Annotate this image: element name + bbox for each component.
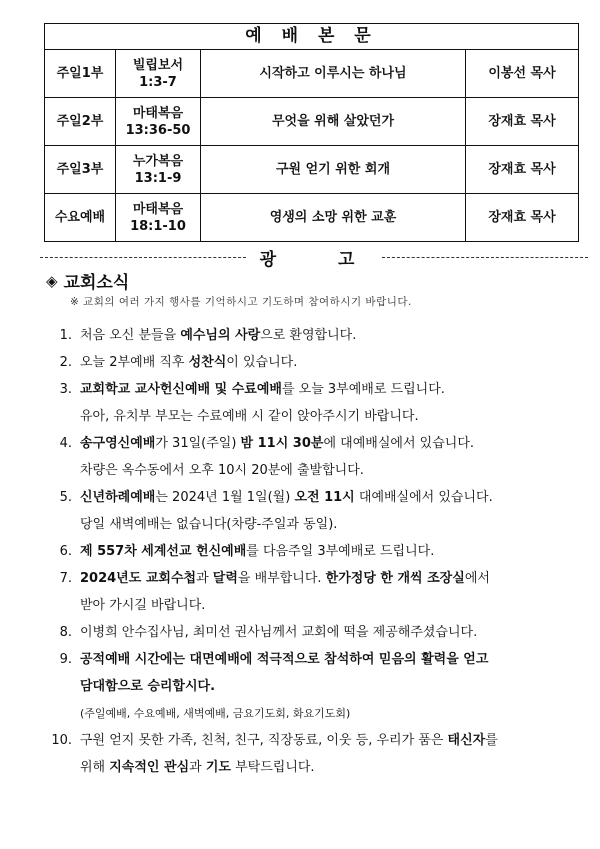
announcement-text — [80, 430, 586, 484]
announcement-text — [80, 322, 586, 349]
emphasis-text: 지속적인 관심 — [109, 760, 190, 775]
announcement-item — [46, 727, 586, 781]
service-name: 수요예배 — [45, 194, 116, 242]
announcement-number: 8. — [59, 625, 72, 640]
emphasis-text: 성찬식 — [188, 355, 227, 370]
diamond-bullet-icon: ◈ — [46, 271, 58, 290]
announcement-item — [46, 484, 586, 538]
announcement-line — [80, 457, 586, 484]
announcement-line — [80, 592, 586, 619]
announcement-number: 7. — [59, 571, 72, 586]
announcement-item — [46, 538, 586, 565]
announcement-line — [80, 673, 586, 700]
sermon-title: 영생의 소망 위한 교훈 — [201, 194, 466, 242]
announcement-number: 6. — [59, 544, 72, 559]
announcement-line — [80, 403, 586, 430]
text-segment: 대예배실에서 있습니다. — [354, 490, 493, 505]
text-segment: 위해 — [80, 760, 110, 775]
emphasis-text: 달력 — [212, 571, 238, 586]
service-name: 주일2부 — [45, 98, 116, 146]
announcement-item — [46, 430, 586, 484]
announcement-item — [46, 322, 586, 349]
news-heading — [46, 268, 129, 293]
announcement-text — [80, 538, 586, 565]
text-segment: 부탁드립니다. — [230, 760, 315, 775]
text-segment: 를 다음주일 3부예배로 드립니다. — [246, 544, 435, 559]
emphasis-text: 기도 — [205, 760, 231, 775]
divider — [382, 257, 588, 258]
announcement-text — [80, 646, 586, 727]
scripture-book: 마태복음 — [132, 105, 184, 121]
announcements-header — [40, 245, 588, 269]
sermon-row — [45, 194, 579, 242]
emphasis-text: 태신자 — [447, 733, 486, 748]
emphasis-text: 밤 11시 30분 — [240, 436, 324, 451]
emphasis-text: 예수님의 사랑 — [180, 328, 261, 343]
service-name: 주일3부 — [45, 146, 116, 194]
emphasis-text: 한가정당 한 개씩 조장실 — [325, 571, 465, 586]
text-segment: 에 대예배실에서 있습니다. — [323, 436, 475, 451]
announcement-number: 4. — [59, 436, 72, 451]
announcement-item — [46, 619, 586, 646]
text-segment: 오늘 2부예배 직후 — [80, 355, 189, 370]
sermon-row — [45, 146, 579, 194]
announcement-item — [46, 349, 586, 376]
scripture-book: 누가복음 — [132, 153, 184, 169]
sermon-table — [44, 23, 579, 242]
scripture-book: 마태복음 — [132, 201, 184, 217]
text-segment: 받아 가시길 바랍니다. — [80, 598, 206, 613]
text-segment: 에서 — [464, 571, 490, 586]
emphasis-text: 신년하례예배 — [80, 490, 156, 505]
sermon-row — [45, 50, 579, 98]
announcement-list — [46, 322, 586, 781]
text-segment: 당일 새벽예배는 없습니다(차량-주일과 동일). — [80, 517, 338, 532]
text-segment: 차량은 옥수동에서 오후 10시 20분에 출발합니다. — [80, 463, 364, 478]
announcement-text — [80, 619, 586, 646]
text-segment: 는 2024년 1월 1일(월) — [155, 490, 295, 505]
announcement-line — [80, 511, 586, 538]
sermon-row — [45, 98, 579, 146]
text-segment: 구원 얻지 못한 가족, 친척, 친구, 직장동료, 이웃 등, 우리가 품은 — [80, 733, 448, 748]
announcement-line — [80, 727, 586, 754]
announcement-line — [80, 565, 586, 592]
emphasis-text: 오전 11시 — [294, 490, 355, 505]
scripture-verse: 13:1-9 — [134, 170, 182, 186]
text-segment: 을 배부합니다. — [237, 571, 326, 586]
sermon-table-title: 예 배 본 문 — [45, 24, 579, 50]
text-segment: 으로 환영합니다. — [260, 328, 357, 343]
announcement-text — [80, 565, 586, 619]
emphasis-text: 2024년도 교회수첩 — [80, 571, 197, 586]
text-segment: 가 31일(주일) — [155, 436, 241, 451]
announcement-line — [80, 376, 586, 403]
service-name: 주일1부 — [45, 50, 116, 98]
announcement-text — [80, 484, 586, 538]
preacher-name: 장재효 목사 — [466, 194, 579, 242]
scripture-cell — [116, 50, 201, 98]
announcement-number: 10. — [51, 733, 72, 748]
announcement-line — [80, 754, 586, 781]
scripture-verse: 18:1-10 — [130, 218, 186, 234]
announcement-line — [80, 484, 586, 511]
announcement-number: 1. — [59, 328, 72, 343]
scripture-verse: 1:3-7 — [139, 74, 177, 90]
announcement-number: 5. — [59, 490, 72, 505]
text-segment: 이병희 안수집사님, 최미선 권사님께서 교회에 떡을 제공해주셨습니다. — [80, 625, 478, 640]
emphasis-text: 제 557차 세계선교 헌신예배 — [80, 544, 247, 559]
text-segment: (주일예배, 수요예배, 새벽예배, 금요기도회, 화요기도회) — [80, 707, 351, 720]
announcement-line — [80, 619, 586, 646]
scripture-book: 빌립보서 — [132, 57, 184, 73]
scripture-cell — [116, 146, 201, 194]
scripture-cell — [116, 194, 201, 242]
preacher-name: 장재효 목사 — [466, 98, 579, 146]
preacher-name: 장재효 목사 — [466, 146, 579, 194]
announcement-number: 2. — [59, 355, 72, 370]
sermon-title: 무엇을 위해 살았던가 — [201, 98, 466, 146]
text-segment: 를 — [485, 733, 498, 748]
announcement-text — [80, 727, 586, 781]
text-segment: 를 오늘 3부예배로 드립니다. — [281, 382, 445, 397]
announcement-line — [80, 430, 586, 457]
text-segment: 과 — [196, 571, 213, 586]
news-heading-label: 교회소식 — [63, 273, 130, 293]
text-segment: 처음 오신 분들을 — [80, 328, 181, 343]
announcement-item — [46, 565, 586, 619]
emphasis-text: 담대함으로 승리합시다. — [80, 679, 216, 694]
announcement-line — [80, 700, 586, 727]
emphasis-text: 송구영신예배 — [80, 436, 156, 451]
announcement-text — [80, 376, 586, 430]
text-segment: 이 있습니다. — [226, 355, 298, 370]
scripture-cell — [116, 98, 201, 146]
announcements-title: 광 고 — [259, 249, 383, 270]
scripture-verse: 13:36-50 — [125, 122, 191, 138]
emphasis-text: 공적예배 시간에는 대면예배에 적극적으로 참석하여 믿음의 활력을 얻고 — [80, 652, 489, 667]
announcement-text — [80, 349, 586, 376]
announcement-item — [46, 646, 586, 727]
announcement-line — [80, 322, 586, 349]
announcement-item — [46, 376, 586, 430]
announcement-line — [80, 349, 586, 376]
text-segment: 유아, 유치부 부모는 수료예배 시 같이 앉아주시기 바랍니다. — [80, 409, 419, 424]
sermon-title: 구원 얻기 위한 회개 — [201, 146, 466, 194]
announcement-number: 9. — [59, 652, 72, 667]
announcement-number: 3. — [59, 382, 72, 397]
sermon-title: 시작하고 이루시는 하나님 — [201, 50, 466, 98]
preacher-name: 이봉선 목사 — [466, 50, 579, 98]
announcement-line — [80, 538, 586, 565]
divider — [40, 257, 246, 258]
emphasis-text: 교회학교 교사헌신예배 및 수료예배 — [80, 382, 282, 397]
announcement-line — [80, 646, 586, 673]
news-note: ※ 교회의 여러 가지 행사를 기억하시고 기도하며 참여하시기 바랍니다. — [70, 296, 412, 308]
text-segment: 과 — [189, 760, 206, 775]
